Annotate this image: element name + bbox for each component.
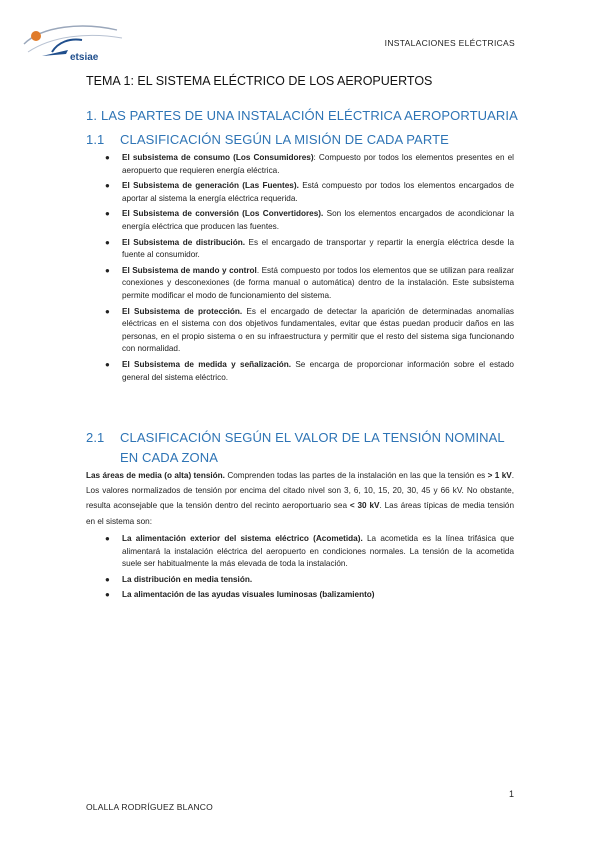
list-item (104, 359, 514, 384)
section-number: 1.1 (86, 132, 105, 147)
document-title: TEMA 1: EL SISTEMA ELÉCTRICO DE LOS AEROPUERTOS (86, 74, 433, 88)
list-item (104, 265, 514, 303)
section-title: CLASIFICACIÓN SEGÚN LA MISIÓN DE CADA PARTE (120, 132, 449, 147)
bullet-icon: ● (105, 574, 110, 584)
medium-voltage-list (104, 533, 514, 605)
bullet-icon: ● (105, 534, 110, 543)
para-bold: < 30 kV (349, 501, 380, 511)
section-title: LAS PARTES DE UNA INSTALACIÓN ELÉCTRICA AEROPORTUARIA (101, 108, 518, 123)
item-bold: La alimentación exterior del sistema eléctrico (Acometida). (122, 534, 363, 543)
footer-author: OLALLA RODRÍGUEZ BLANCO (86, 802, 213, 812)
section-title: CLASIFICACIÓN SEGÚN EL VALOR DE LA TENSIÓN NOMINAL (120, 430, 505, 445)
list-item (104, 237, 514, 262)
list-item (104, 180, 514, 205)
list-item (104, 306, 514, 356)
item-bold: El Subsistema de distribución. (122, 237, 245, 247)
para-text: Comprenden todas las partes de la instalación en las que la tensión es (224, 471, 488, 480)
list-item (104, 533, 514, 571)
etsiae-logo-graphic (22, 22, 132, 66)
item-bold: La distribución en media tensión. (122, 574, 253, 584)
para-bold: Las áreas de media (o alta) tensión. (86, 471, 225, 480)
item-bold: El Subsistema de protección. (122, 306, 243, 316)
page-number: 1 (509, 789, 515, 799)
section-number: 1. (86, 108, 98, 123)
para-text: . Los valores normalizados de tensión por encima del citado nivel son 3, 6, 10, 15, 20, 30, 45 y 66 kV. No obstante, resulta aconsejable que la tensión dentro del recinto aeroportuario sea (86, 471, 514, 511)
item-bold: La alimentación de las ayudas visuales luminosas (balizamiento) (122, 590, 375, 600)
etsiae-logo (22, 22, 132, 66)
list-item (104, 589, 514, 602)
list-item (104, 152, 514, 177)
bullet-icon: ● (105, 359, 110, 369)
list-item (104, 574, 514, 587)
bullet-icon: ● (105, 181, 110, 191)
item-bold: El Subsistema de mando y control (122, 265, 257, 275)
list-item (104, 208, 514, 233)
bullet-icon: ● (105, 306, 110, 316)
para-bold: > 1 kV (487, 471, 512, 480)
running-header: INSTALACIONES ELÉCTRICAS (384, 38, 515, 48)
logo-text: etsiae (70, 52, 99, 63)
bullet-icon: ● (105, 153, 110, 162)
para-text: . Las áreas típicas de media tensión en el sistema son: (86, 501, 515, 526)
bullet-icon: ● (105, 237, 110, 247)
item-text: Es el encargado de detectar la aparición de determinadas anomalías eléctricas en el sistema con dos objetivos fundamentales, evitar que éstas puedan producir daños en las personas, en el propio sistema o en su infraestructura y permitir que el resto del sistema siga funcionando con normalidad. (122, 306, 514, 354)
body-paragraph (86, 468, 514, 529)
item-bold: El Subsistema de medida y señalización. (122, 359, 292, 369)
item-bold: El Subsistema de generación (Las Fuentes). (122, 181, 299, 191)
bullet-icon: ● (105, 265, 110, 275)
section-title-continued: EN CADA ZONA (120, 450, 218, 465)
item-text: Son los elementos encargados de acondicionar la energía eléctrica que producen las fuentes. (122, 209, 514, 231)
section-1-1-heading (86, 132, 449, 147)
bullet-icon: ● (105, 590, 110, 600)
item-text: La acometida es la línea trifásica que alimentará la instalación eléctrica del aeropuerto en condiciones normales. La tensión de la acometida suele ser habitualmente la más elevada de toda la instalación. (122, 534, 515, 569)
section-2-1-heading (86, 428, 505, 468)
subsystem-list (104, 152, 514, 387)
item-text: Es el encargado de transportar y repartir la energía eléctrica desde la fuente al consumidor. (122, 237, 514, 260)
item-text: Está compuesto por todos los elementos encargados de aportar al sistema la energía eléctrica requerida. (122, 181, 514, 203)
item-text: Se encarga de proporcionar información sobre el estado general del sistema eléctrico. (122, 359, 514, 382)
bullet-icon: ● (105, 209, 110, 219)
item-bold: El Subsistema de conversión (Los Convertidores). (122, 209, 324, 219)
section-1-heading (86, 108, 518, 123)
section-number: 2.1 (86, 430, 105, 445)
item-text: . Está compuesto por todos los elementos que se utilizan para realizar conexiones y desconexiones (de forma manual o automática) dentro de la instalación. Este subsistema permite modificar el modo de funcionamiento del sistema. (122, 265, 514, 300)
item-bold: El subsistema de consumo (Los Consumidores) (122, 153, 314, 162)
item-text: : Compuesto por todos los elementos presentes en el aeropuerto que requieren energía eléctrica. (122, 153, 514, 175)
